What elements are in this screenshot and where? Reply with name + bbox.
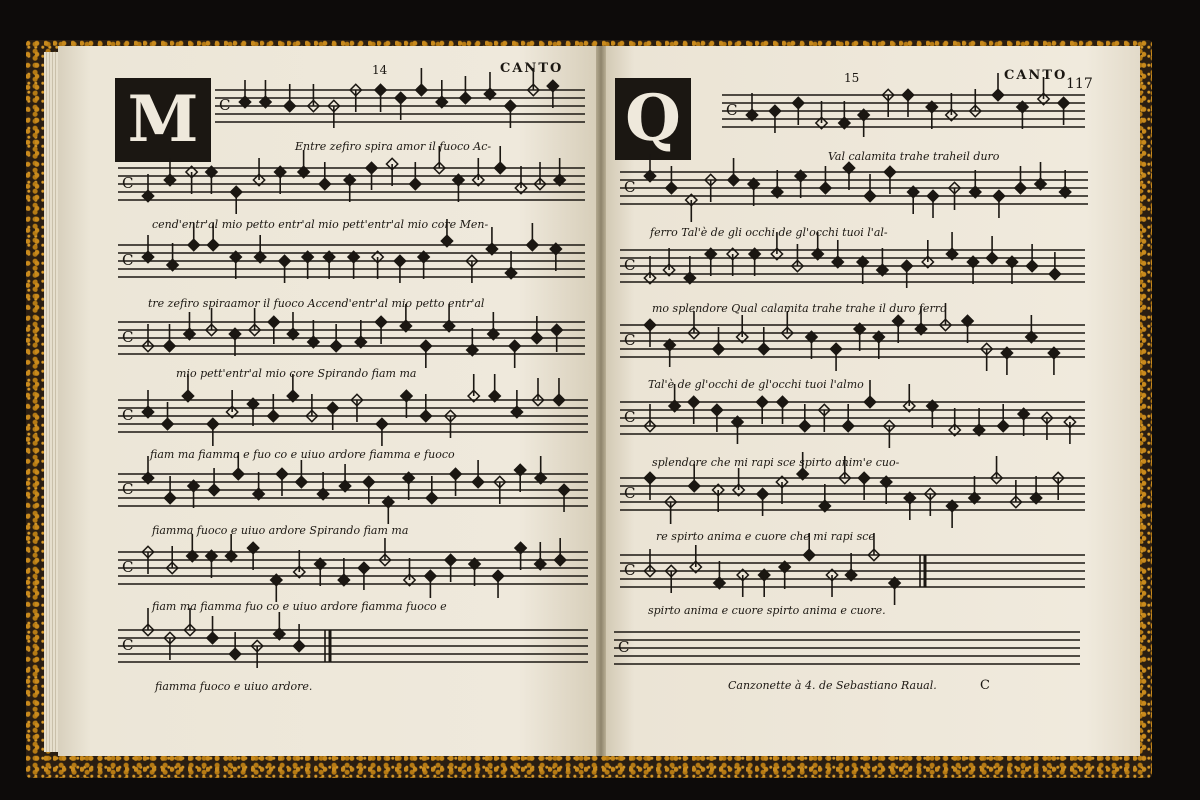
right-lyric-6: re spirto anima e cuore che mi rapi sce xyxy=(656,530,875,543)
staff-system xyxy=(118,304,585,368)
left-lyric-8: fiamma fuoco e uiuo ardore. xyxy=(155,680,313,693)
left-lyric-3: tre zefiro spiraamor il fuoco Accend'entr'al mio petto entr'al xyxy=(148,297,485,310)
right-page-header: CANTO xyxy=(1004,68,1068,83)
staff-system xyxy=(118,452,588,524)
initial-letter-m: M xyxy=(127,82,199,157)
clef-mark: C xyxy=(122,558,134,576)
clef-mark: C xyxy=(122,328,134,346)
staff-system xyxy=(215,68,585,128)
left-lyric-7: fiam ma fiamma fuo co e uiuo ardore fiamma fuoco e xyxy=(152,600,447,613)
clef-mark: C xyxy=(624,331,636,349)
clef-mark: C xyxy=(219,96,231,114)
page-footer: Canzonette à 4. de Sebastiano Raual. xyxy=(728,679,937,692)
left-lyric-6: fiamma fuoco e uiuo ardore Spirando fiam ma xyxy=(152,524,409,537)
clef-mark: C xyxy=(122,480,134,498)
right-lyric-3: mo splendore Qual calamita trahe trahe il duro ferro xyxy=(652,302,947,315)
staff-system xyxy=(722,73,1085,137)
left-lyric-2: cend'entr'al mio petto entr'al mio pett'entr'al mio core Men- xyxy=(152,218,489,231)
left-page-number: 14 xyxy=(372,63,388,77)
clef-mark: C xyxy=(624,408,636,426)
right-lyric-2: ferro Tal'è de gli occhi de gl'occhi tuoi l'al- xyxy=(650,226,888,239)
folio-number: 117 xyxy=(1066,76,1093,92)
signature-mark: C xyxy=(980,678,990,693)
left-page-header: CANTO xyxy=(500,61,564,76)
right-lyric-7: spirto anima e cuore spirto anima e cuore. xyxy=(648,604,886,617)
staff-system xyxy=(118,534,588,602)
staff-system xyxy=(118,608,588,668)
clef-mark: C xyxy=(618,638,630,656)
initial-letter-q: Q xyxy=(625,81,681,156)
staff-system xyxy=(620,154,1088,222)
clef-mark: C xyxy=(624,178,636,196)
staff-system xyxy=(620,533,1085,605)
right-lyric-1: Val calamita trahe traheil duro xyxy=(828,150,1000,163)
right-lyric-5: splendore che mi rapi sce spirto anim'e cuo- xyxy=(652,456,900,469)
clef-mark: C xyxy=(624,484,636,502)
staff-system xyxy=(614,632,1080,664)
left-lyric-5: fiam ma fiamma e fuo co e uiuo ardore fiamma e fuoco xyxy=(150,448,455,461)
right-lyric-4: Tal'è de gl'occhi de gl'occhi tuoi l'almo xyxy=(648,378,864,391)
right-page-number: 15 xyxy=(844,71,860,85)
staff-system xyxy=(118,374,588,446)
left-lyric-1: Entre zefiro spira amor il fuoco Ac- xyxy=(295,140,492,153)
clef-mark: C xyxy=(122,406,134,424)
clef-mark: C xyxy=(122,174,134,192)
left-lyric-4: mio pett'entr'al mio core Spirando fiam ma xyxy=(176,367,417,380)
staff-system xyxy=(118,146,585,214)
clef-mark: C xyxy=(624,256,636,274)
clef-mark: C xyxy=(624,561,636,579)
clef-mark: C xyxy=(726,101,738,119)
staff-system xyxy=(620,232,1085,288)
clef-mark: C xyxy=(122,251,134,269)
clef-mark: C xyxy=(122,636,134,654)
